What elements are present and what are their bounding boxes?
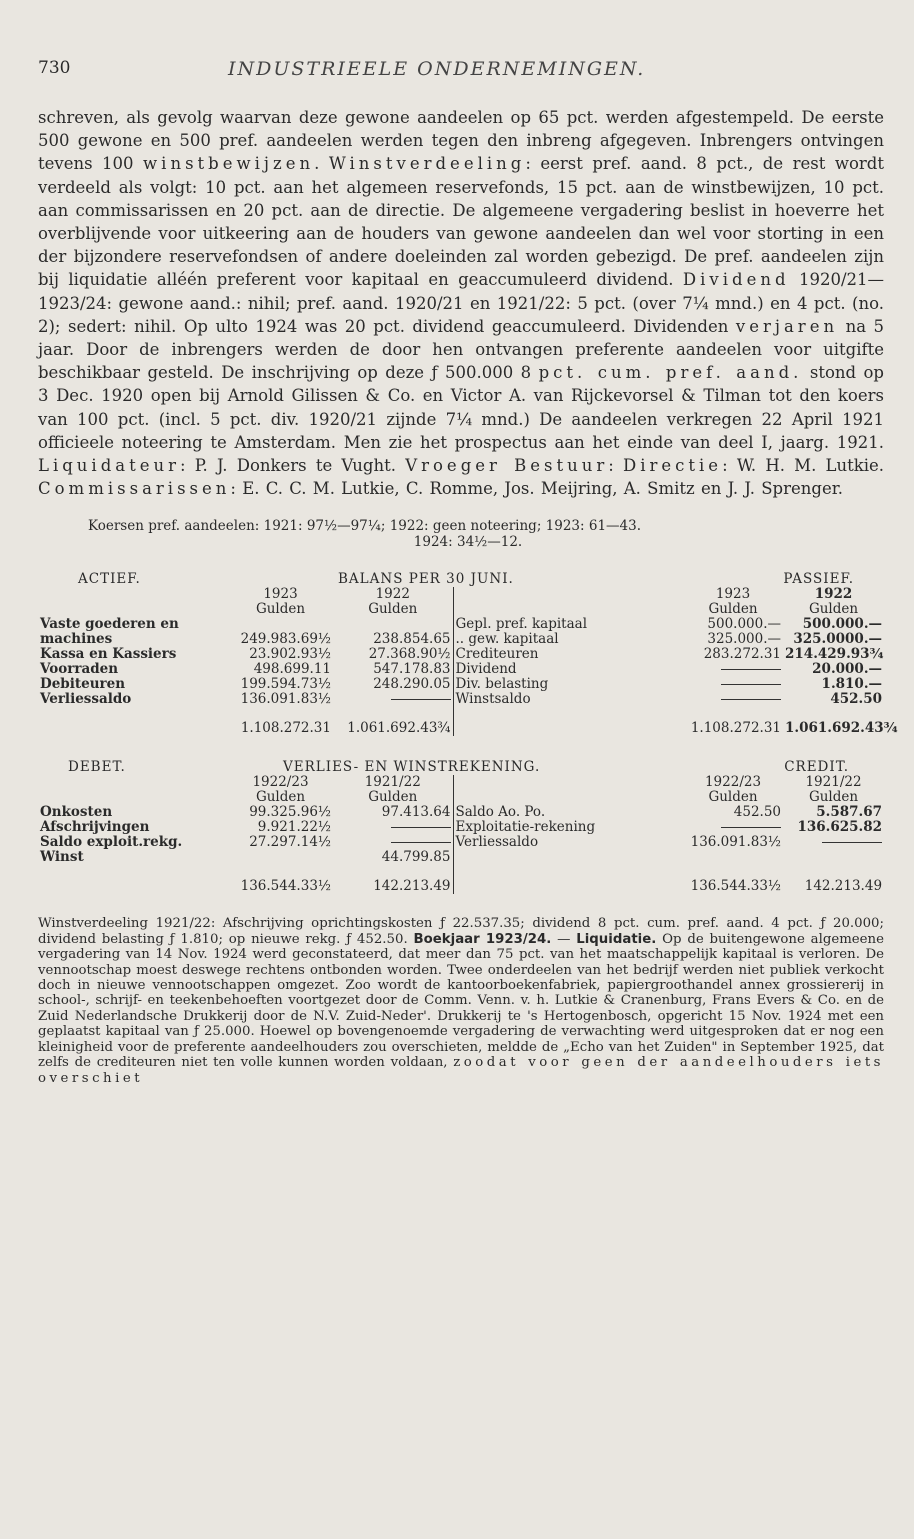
left-label: Kassa en Kassiers [40,646,177,663]
main-paragraph [38,106,884,500]
body-segment: : eerst pref. aand. 8 pct., de rest wordt verdeeld als volgt: 10 pct. aan het algemeen reservefonds, 15 pct. aan de winstbewijzen, 10 pct. aan commissarissen en 20 pct. aan de directie. De algemeene vergadering beslist in hoeverre het overblijvende voor uitkeering aan de houders van gewone aandeelen dan wel voor storting in een der bijzondere reservefondsen of andere doeleinden zal worden gebezigd. De pref. aandeelen zijn bij liquidatie alléén preferent voor kapitaal en geaccumuleerd dividend. [38,154,884,290]
tail-segment: Winstverdeeling 1921/22: Afschrijving oprichtingskosten ƒ 22.537.35; dividend 8 pct. cum. pref. aand. 4 pct. ƒ 20.000; dividend belasting ƒ 1.810; op nieuwe rekg. ƒ 452.50. [38,916,884,947]
year-1923: 1923 [263,586,298,603]
table-row [38,820,884,835]
body-segment: : W. H. M. Lutkie. [722,456,885,476]
body-segment: Commissarissen [38,479,231,499]
total-debet-2223: 136.544.33½ [240,878,331,895]
left-value: 27.297.14½ [249,834,331,851]
right-value [683,692,783,707]
body-segment: Dividend [682,270,790,290]
right-value [683,677,783,692]
left-value [333,692,453,707]
total-passief-1922: 1.061.692.43¾ [785,720,898,737]
unit-label: Gulden [708,789,758,806]
right-empty [683,850,783,865]
body-segment: schreven, als gevolg waarvan deze gewone aandeelen op 65 pct. werden afgestempeld. De eerste 500 gewone en 500 pref. aandeelen werden tegen den inbreng afgegeven. Inbrengers ontvingen tevens 100 [38,108,884,174]
year-2122-right: 1921/22 [805,774,862,791]
body-segment: 1920/21—1923/24: gewone aand.: nihil; pref. aand. 1920/21 en 1921/22: 5 pct. (over 7¼ mnd.) en 4 pct. (no. 2); sedert: nihil. Op ulto 1924 was 20 pct. dividend geaccumuleerd. Dividenden [38,270,884,336]
right-value: 452.50 [733,804,782,821]
right-value: 500.000.— [707,616,782,633]
table-row [38,662,884,677]
left-value: 99.325.96½ [249,804,331,821]
page [38,58,898,1086]
year-1922: 1922 [375,586,410,603]
right-value: 20.000.— [812,661,883,678]
right-value [783,835,884,850]
left-value: 44.799.85 [381,849,451,866]
year-2223: 1922/23 [252,774,309,791]
left-label: Onkosten [40,804,113,821]
right-value [683,820,783,835]
body-segment: . [314,154,329,174]
empty-dash [721,684,781,685]
year-1923-right: 1923 [715,586,751,603]
year-2223-right: 1922/23 [704,774,762,791]
unit-label: Gulden [368,789,418,806]
right-label: Verliessaldo [453,835,683,850]
left-value: 97.413.64 [381,804,451,821]
body-segment: : [608,456,623,476]
left-value: 498.699.11 [253,661,331,678]
unit-label: Gulden [808,601,859,618]
total-passief-1923: 1.108.272.31 [690,720,782,737]
right-label: Winstsaldo [453,692,683,707]
table-row [38,835,884,850]
right-value: 452.50 [830,691,883,708]
right-value: 136.625.82 [797,819,883,836]
total-credit-2223: 136.544.33½ [690,878,782,895]
koersen-note [88,518,848,550]
left-label: Winst [40,849,84,866]
right-value: 136.091.83½ [690,834,782,851]
running-title: INDUSTRIEELE ONDERNEMINGEN. [228,58,646,80]
balans-unit-row [38,602,884,617]
total-debet-2122: 142.213.49 [373,878,451,895]
body-segment: na 5 jaar. Door de inbrengers werden de door hen ontvangen preferente aandeelen voor uitgifte beschikbaar gesteld. De inschrijving op deze ƒ 500.000 8 [38,316,885,383]
tail-segment: Op de buitengewone algemeene vergadering van 14 Nov. 1924 werd geconstateerd, dat meer dan 75 pct. van het maatschappelijk kapitaal is verloren. De vennootschap moest deswege rechtens ontbonden worden. Twee onderdeelen van het bedrijf werden niet publiek verkocht doch in nieuwe vennootschappen omgezet. Zoo wordt de kantoorboekenfabriek, papiergroothandel annex grossiererij in school-, schrijf- en teekenbehoeften voortgezet door de Comm. Venn. v. h. Lutkie & Cranenburg, Frans Evers & Co. en de Zuid Nederlandsche Drukkerij door de N.V. Zuid-Neder'. Drukkerij te 's Hertogenbosch, opgericht 15 Nov. 1924 met een geplaatst kapitaal van ƒ 25.000. Hoewel op bovengenoemde vergadering de verwachting werd uitgesproken dat er nog een kleinigheid voor de preferente aandeelhouders zou overschieten, meldde de „Echo van het Zuiden" in September 1925, dat zelfs de crediteuren niet ten volle kunnen worden voldaan, [38,931,884,1071]
left-value [333,835,453,850]
table-row [38,692,884,707]
verlies-title: VERLIES- EN WINSTREKENING. [283,759,541,776]
page-number: 730 [38,58,71,78]
verlies-unit-row [38,790,884,805]
koersen-line-2: 1924: 34½—12. [413,534,523,551]
unit-label: Gulden [255,789,306,806]
credit-title: CREDIT. [784,759,850,776]
left-empty [228,617,333,632]
verlies-winst-table [38,760,884,894]
left-value: 238.854.65 [373,631,451,648]
total-actief-1923: 1.108.272.31 [240,720,331,737]
empty-dash [721,669,781,670]
body-segment: Liquidateur [38,456,181,476]
empty-dash [822,842,882,843]
unit-label: Gulden [808,789,859,806]
left-value [333,820,453,835]
right-value: 283.272.31 [703,646,782,663]
body-segment: : P. J. Donkers te Vught. [180,456,406,476]
table-row [38,617,884,632]
body-segment: Vroeger Bestuur [405,456,609,476]
passief-title: PASSIEF. [783,571,855,588]
right-label: .. gew. kapitaal [453,632,683,647]
empty-dash [721,827,781,828]
right-value: 214.429.93¾ [785,646,884,663]
debet-title: DEBET. [68,759,126,776]
right-label: Exploitatie-rekening [453,820,683,835]
right-value: 500.000.— [802,616,883,633]
left-label: Afschrijvingen [40,819,150,836]
unit-label: Gulden [255,601,306,618]
balans-total-row [38,707,884,736]
table-row [38,850,884,865]
empty-dash [391,842,451,843]
table-row [38,677,884,692]
right-label: Div. belasting [453,677,683,692]
verlies-total-row [38,865,884,894]
balans-title: BALANS PER 30 JUNI. [338,571,514,588]
total-credit-2122: 142.213.49 [804,878,883,895]
left-value: 9.921.22½ [257,819,331,836]
left-value: 547.178.83 [373,661,451,678]
unit-label: Gulden [708,601,758,618]
left-value: 248.290.05 [373,676,451,693]
left-label: Voorraden [40,661,119,678]
left-label: Debiteuren [40,676,126,693]
right-label: Gepl. pref. kapitaal [453,617,683,632]
empty-dash [391,827,451,828]
tail-segment: — [551,931,577,947]
page-header [38,58,884,86]
verlies-year-row [38,775,884,790]
left-label: machines [40,631,113,648]
right-empty [783,850,884,865]
left-label: Vaste goederen en [40,616,179,633]
right-label: Saldo Ao. Po. [453,805,683,820]
tail-segment: Boekjaar 1923/24. [413,931,552,947]
right-label [453,850,683,865]
right-value: 325.0000.— [793,631,883,648]
koersen-line-1: Koersen pref. aandeelen: 1921: 97½—97¼; 1922: geen noteering; 1923: 61—43. [88,518,642,535]
right-label: Dividend [453,662,683,677]
unit-label: Gulden [368,601,418,618]
table-row [38,647,884,662]
left-value: 23.902.93½ [249,646,331,663]
body-segment: pct. cum. pref. aand. [538,363,803,383]
body-segment: Directie [623,456,723,476]
body-segment: : E. C. C. M. Lutkie, C. Romme, Jos. Meijring, A. Smitz en J. J. Sprenger. [230,479,844,499]
balans-table [38,571,898,737]
actief-title: ACTIEF. [78,571,141,588]
right-value [683,662,783,677]
balans-year-row [38,587,884,602]
year-1922-right: 1922 [814,586,853,603]
left-empty [228,850,333,865]
liquidation-paragraph [38,916,884,1085]
tail-segment: zoodat voor geen der aandeelhouders iets overschiet [38,1055,884,1086]
year-2122: 1921/22 [364,774,421,791]
balans-title-row [38,572,884,587]
empty-dash [391,699,451,700]
left-value: 249.983.69½ [240,631,331,648]
left-value: 136.091.83½ [240,691,331,708]
right-label: Crediteuren [453,647,683,662]
body-segment: winstbewijzen [143,154,315,174]
verlies-title-row [38,760,884,775]
empty-dash [721,699,781,700]
left-empty [333,617,453,632]
body-segment: Winstverdeeling [328,154,526,174]
right-value: 5.587.67 [816,804,883,821]
right-value: 1.810.— [821,676,883,693]
body-segment: stond op 3 Dec. 1920 open bij Arnold Gilissen & Co. en Victor A. van Rijckevorsel & Tilman tot den koers van 100 pct. (incl. 5 pct. div. 1920/21 zijnde 7¼ mnd.) De aandeelen verkregen 22 April 1921 officieele noteering te Amsterdam. Men zie het prospectus aan het einde van deel I, jaarg. 1921. [38,363,884,452]
left-value: 27.368.90½ [368,646,451,663]
right-value: 325.000.— [707,631,782,648]
total-actief-1922: 1.061.692.43¾ [347,720,451,737]
tail-segment: Liquidatie. [576,931,657,947]
left-value: 199.594.73½ [240,676,331,693]
body-segment: verjaren [735,316,839,336]
left-label: Verliessaldo [40,691,132,708]
left-label: Saldo exploit.rekg. [40,834,183,851]
table-row [38,632,884,647]
table-row [38,805,884,820]
